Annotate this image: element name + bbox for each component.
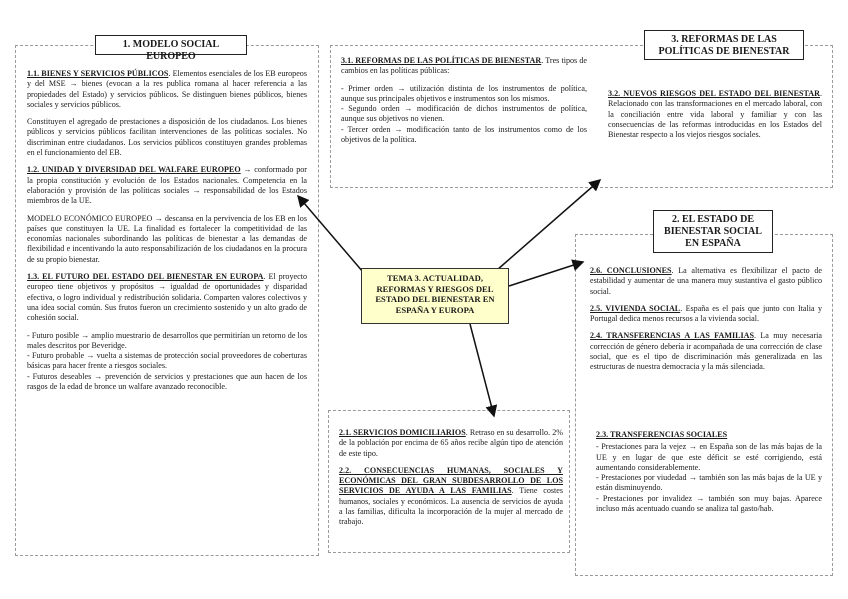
- section-1-2-text: → conformado por la propia constitución y evolución de los Estados nacionales. Competencia en la elaboración y provisión de las políticas sociales → responsabilidad de los Estados miembros de la UE.: [27, 165, 307, 206]
- section-1-1-paragraph-2: Constituyen el agregado de prestaciones a disposición de los ciudadanos. Los bienes públicos y servicios públicos facilitan intervenciones de las políticas sociales. No discriminan entre ciudadanos. Los servicios públicos constituyen grandes problemas en el funcionamiento del EB.: [27, 117, 307, 158]
- section-3-1-bullet-1: - Primer orden → utilización distinta de los instrumentos de política, aunque sus principales objetivos e instrumentos son los mismos.: [341, 83, 587, 103]
- section-3-2-text: . Relacionado con las transformaciones en el mercado laboral, con la conciliación entre vida laboral y familiar y con las consecuencias de las reformas introducidas en los Estados del Bienestar respecto a los viejos riesgos sociales.: [608, 89, 822, 140]
- section-2-3-bullet-3: - Prestaciones por invalidez → también son muy bajas. Aparece incluso más acentuado cuando se analiza tal gasto/hab.: [596, 493, 822, 514]
- arrow-to-section-1: [298, 196, 363, 272]
- section-1-3-bullet-2: - Futuro probable → vuelta a sistemas de protección social proveedores de coberturas básicas para hacer frente a riesgos sociales.: [27, 351, 307, 371]
- section-3-1-text: . Tres tipos de cambios en las políticas públicas:: [341, 56, 587, 76]
- section-3-1-bullet-3: - Tercer orden → modificación tanto de los instrumentos como de los objetivos de la política.: [341, 124, 587, 145]
- section-1-3-heading: 1.3. EL FUTURO DEL ESTADO DEL BIENESTAR EN EUROPA: [27, 272, 264, 282]
- section-1-title: 1. MODELO SOCIAL EUROPEO: [95, 35, 247, 55]
- central-topic-box: TEMA 3. ACTUALIDAD, REFORMAS Y RIESGOS DEL ESTADO DEL BIENESTAR EN ESPAÑA Y EUROPA: [361, 268, 509, 324]
- section-2-2-heading: 2.2. CONSECUENCIAS HUMANAS, SOCIALES Y ECONÓMICAS DEL GRAN SUBDESARROLLO DE LOS SERVICIOS DE AYUDA A LAS FAMILIAS: [339, 465, 563, 496]
- section-2-4-heading: 2.4. TRANSFERENCIAS A LAS FAMILIAS: [590, 331, 755, 341]
- section-2-6-heading: 2.6. CONCLUSIONES: [590, 266, 672, 275]
- section-2-6-text: . La alternativa es flexibilizar el pacto de estabilidad y aumentar de una manera muy sustantiva el gasto público social.: [590, 266, 822, 296]
- section-1-3-text: . El proyecto europeo tiene objetivos y propósitos → igualdad de oportunidades y disparidad efectiva, o logro individual y redistribución solidaria. Comparten valores colectivos y una idea social común. Sus frutos fueron un crecimiento sostenido y un alto grado de cohesión social.: [27, 272, 307, 323]
- section-1-1-heading: 1.1. BIENES Y SERVICIOS PÚBLICOS: [27, 69, 169, 78]
- section-1-1-text: . Elementos esenciales de los EB europeos y del MSE → bienes (evocan a la res publica romana al hacer referencia a las propiedades del Estado) y servicios públicos. Se distinguen bienes públicos, bienes sociales y servicios públicos.: [27, 69, 308, 109]
- section-2-2-text: . Tiene costes humanos, sociales y económicos. La ausencia de servicios de ayuda a las familias, dificulta la incorporación de la mujer al mercado de trabajo.: [339, 486, 564, 527]
- arrow-to-middle-box: [470, 324, 494, 416]
- section-3-1-heading: 3.1. REFORMAS DE LAS POLÍTICAS DE BIENESTAR: [341, 56, 542, 65]
- section-1-2-paragraph-2: MODELO ECONÓMICO EUROPEO → descansa en la pervivencia de los EB en los países que constituyen la UE. La finalidad es fortalecer la competitividad de las economías nacionales subordinando las políticas de bienestar a las demandas de flexibilidad e incentivando la auto responsabilización de los ciudadanos en la procura de su propio bienestar.: [27, 213, 307, 264]
- section-3-1-bullet-2: - Segundo orden → modificación de dichos instrumentos de política, aunque sus objetivos no vienen.: [341, 104, 587, 124]
- section-2-1-heading: 2.1. SERVICIOS DOMICILIARIOS: [339, 428, 466, 437]
- section-2-3-bullet-1: - Prestaciones para la vejez → en España son de las más bajas de la UE y en lugar de que este déficit se esté corrigiendo, está aumentando considerablemente.: [596, 442, 822, 472]
- section-2-1-text: . Retraso en su desarrollo. 2% de la población por encima de 65 años recibe algún tipo de atención de este tipo.: [339, 428, 563, 458]
- arrow-to-section-2: [509, 262, 583, 286]
- section-1-2-heading: 1.2. UNIDAD Y DIVERSIDAD DEL WALFARE EUROPEO: [27, 165, 241, 175]
- section-3-title: 3. REFORMAS DE LAS POLÍTICAS DE BIENESTAR: [644, 30, 804, 60]
- section-3-2-heading: 3.2. NUEVOS RIESGOS DEL ESTADO DEL BIENESTAR: [608, 89, 820, 98]
- section-1-3-bullet-3: - Futuros deseables → prevención de servicios y prestaciones que aun hacen de los rasgos de la edad de bronce un walfare avanzado reconocible.: [27, 371, 307, 392]
- section-2-title: 2. EL ESTADO DE BIENESTAR SOCIAL EN ESPAÑA: [653, 210, 773, 253]
- section-2-3-heading: 2.3. TRANSFERENCIAS SOCIALES: [596, 430, 728, 439]
- section-2-3-bullet-2: - Prestaciones por viudedad → también son las más bajas de la UE y están disminuyendo.: [596, 473, 822, 493]
- section-2-5-text: . España es el país que junto con Italia y Portugal dedica menos recursos a la vivienda social.: [590, 303, 822, 324]
- section-2-5-heading: 2.5. VIVIENDA SOCIAL: [590, 303, 681, 313]
- arrow-to-section-3: [497, 180, 600, 270]
- section-2-4-text: . La muy necesaria corrección de género debería ir acompañada de una corrección de clase social, que es el tipo de discriminación más generalizada en las estructuras de nuestra democracia y la más silenciada.: [590, 331, 822, 372]
- section-1-3-bullet-1: - Futuro posible → amplio muestrario de desarrollos que permitirían un retorno de los males descritos por Beveridge.: [27, 330, 307, 350]
